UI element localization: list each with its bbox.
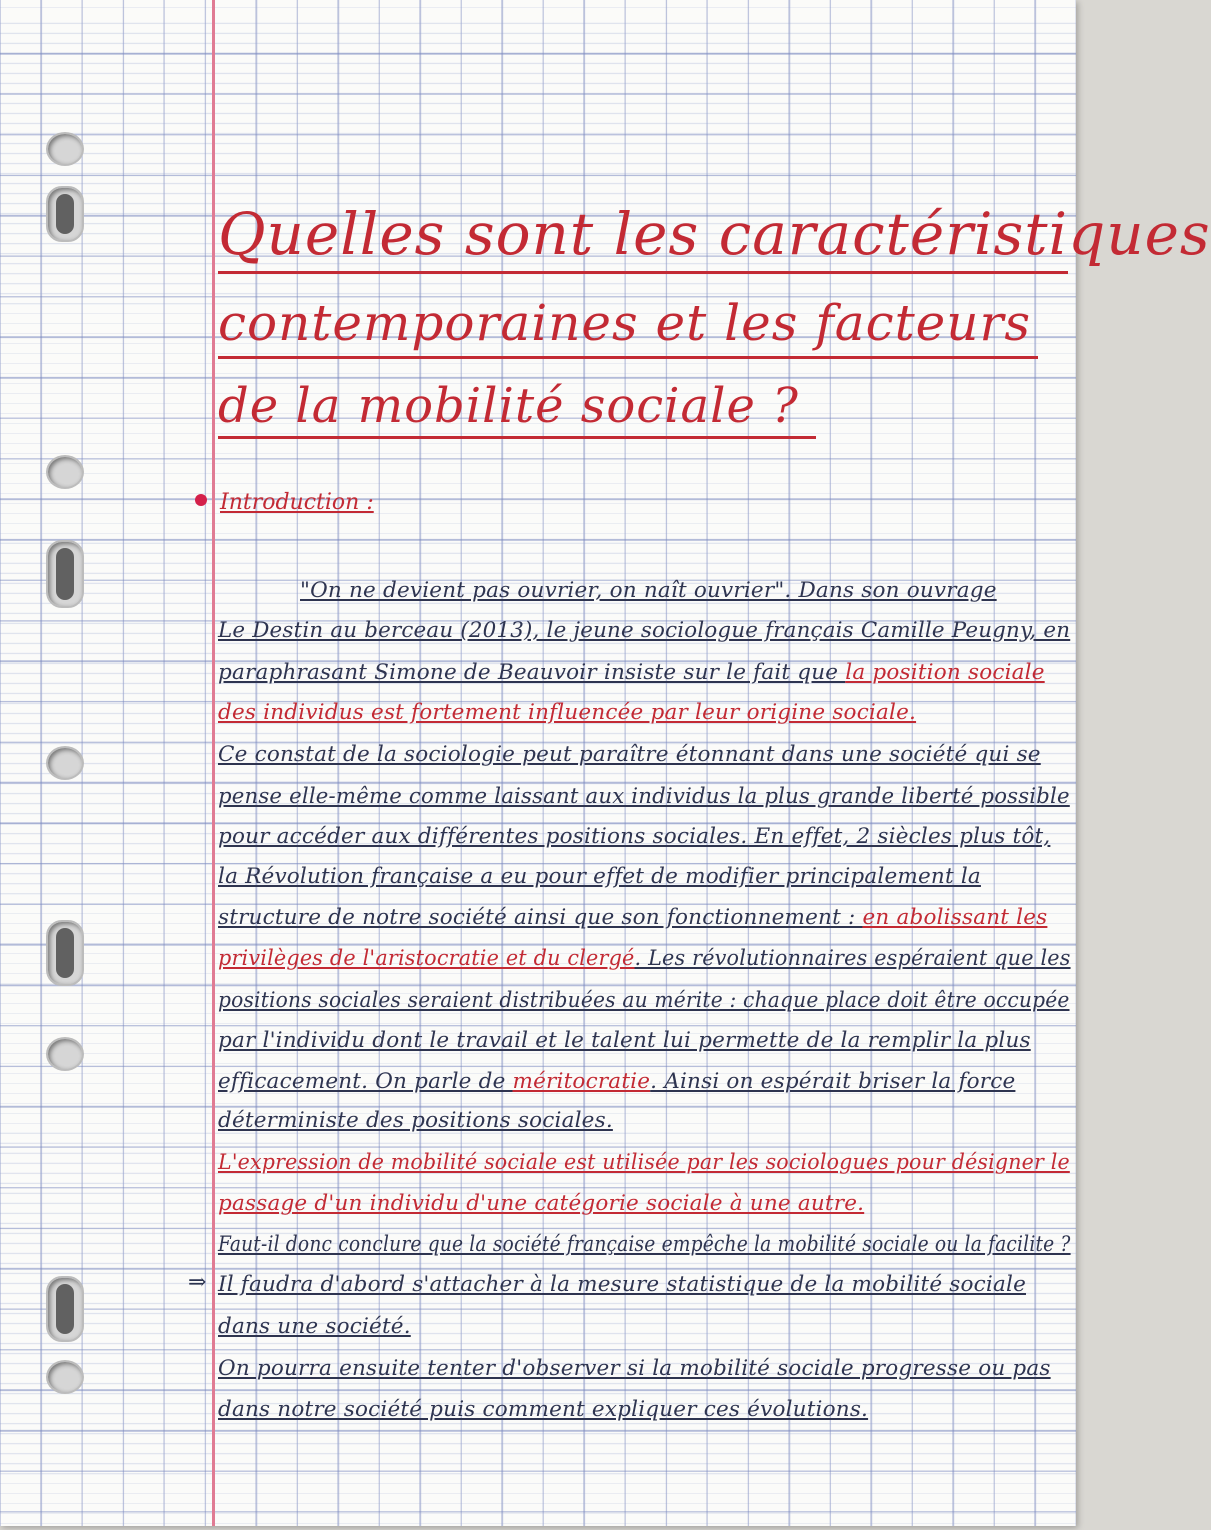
paragraph-line: [218, 618, 1070, 643]
paragraph-line: [218, 1191, 864, 1216]
line-text: Le Destin au berceau (2013), le jeune sociologue français Camille Peugny, en: [218, 618, 1071, 643]
line-text: la Révolution française a eu pour effet de modifier principalement la: [218, 864, 981, 889]
paragraph-line: [218, 1356, 1051, 1381]
title-underline: [218, 271, 1068, 274]
highlighted-text: L'expression de mobilité sociale est utilisée par les sociologues pour désigner le: [218, 1150, 1070, 1175]
line-text: pense elle-même comme laissant aux individus la plus grande liberté possible: [218, 784, 1070, 809]
paragraph-line: [218, 1150, 1070, 1175]
line-text: . Ainsi on espérait briser la force: [650, 1069, 1016, 1094]
paragraph-line: [218, 1108, 613, 1133]
paragraph-line: [218, 1314, 411, 1339]
paragraph-line: [218, 946, 1071, 971]
line-text: structure de notre société ainsi que son fonctionnement :: [218, 905, 863, 930]
highlighted-text: en abolissant les: [862, 905, 1048, 930]
paragraph-line: [218, 660, 1045, 685]
title-line-1: Quelles sont les caractéristiques: [218, 200, 1211, 268]
highlighted-text: passage d'un individu d'une catégorie sociale à une autre.: [218, 1191, 865, 1216]
paragraph-line: [218, 905, 1047, 930]
line-text: On pourra ensuite tenter d'observer si la mobilité sociale progresse ou pas: [218, 1356, 1051, 1381]
highlighted-text: méritocratie: [512, 1069, 651, 1094]
line-text: pour accéder aux différentes positions sociales. En effet, 2 siècles plus tôt,: [218, 824, 1051, 849]
paragraph-line: [218, 1069, 1015, 1094]
paragraph-line: [300, 578, 997, 603]
margin-line: [212, 0, 215, 1526]
binder-hole: [46, 540, 84, 608]
line-text: Ce constat de la sociologie peut paraître étonnant dans une société qui se: [218, 742, 1041, 767]
binder-hole: [46, 132, 84, 166]
highlighted-text: la position sociale: [845, 660, 1045, 685]
binder-hole: [46, 186, 84, 242]
highlighted-text: des individus est fortement influencée par leur origine sociale.: [218, 700, 917, 725]
paragraph-line: [218, 784, 1070, 809]
line-text: paraphrasant Simone de Beauvoir insiste sur le fait que: [218, 660, 846, 685]
paragraph-line: [218, 1272, 1026, 1297]
line-text: positions sociales seraient distribuées au mérite : chaque place doit être occupée: [218, 988, 1070, 1013]
highlighted-text: privilèges de l'aristocratie et du clergé: [218, 946, 635, 971]
paragraph-line: [218, 864, 981, 889]
arrow-icon: ⇒: [188, 1270, 207, 1295]
paragraph-line: [218, 988, 1070, 1013]
paragraph-line: [218, 742, 1041, 767]
line-text: Il faudra d'abord s'attacher à la mesure statistique de la mobilité sociale: [218, 1272, 1026, 1297]
bullet-dot: [195, 494, 207, 506]
paragraph-line: [218, 1397, 868, 1422]
line-text: Faut-il donc conclure que la société française empêche la mobilité sociale ou la facilite ?: [218, 1232, 1071, 1257]
binder-hole: [46, 1037, 84, 1071]
paragraph-line: [218, 824, 1050, 849]
binder-hole: [46, 1360, 84, 1394]
section-heading: Introduction :: [220, 490, 374, 515]
title-line-2: contemporaines et les facteurs: [218, 294, 1032, 352]
line-text: "On ne devient pas ouvrier, on naît ouvrier". Dans son ouvrage: [300, 578, 997, 603]
line-text: . Les révolutionnaires espéraient que les: [634, 946, 1071, 971]
title-underline: [218, 356, 1038, 359]
binder-hole: [46, 1276, 84, 1342]
title-line-3: de la mobilité sociale ?: [218, 378, 799, 434]
line-text: déterministe des positions sociales.: [218, 1108, 613, 1133]
paragraph-line: [218, 1232, 1071, 1257]
binder-hole: [46, 920, 84, 986]
title-underline: [218, 436, 816, 439]
binder-hole: [46, 455, 84, 489]
paragraph-line: [218, 700, 916, 725]
binder-hole: [46, 746, 84, 780]
line-text: efficacement. On parle de: [218, 1069, 513, 1094]
line-text: dans une société.: [218, 1314, 411, 1339]
line-text: par l'individu dont le travail et le talent lui permette de la remplir la plus: [218, 1028, 1031, 1053]
line-text: dans notre société puis comment expliquer ces évolutions.: [218, 1397, 869, 1422]
paragraph-line: [218, 1028, 1031, 1053]
